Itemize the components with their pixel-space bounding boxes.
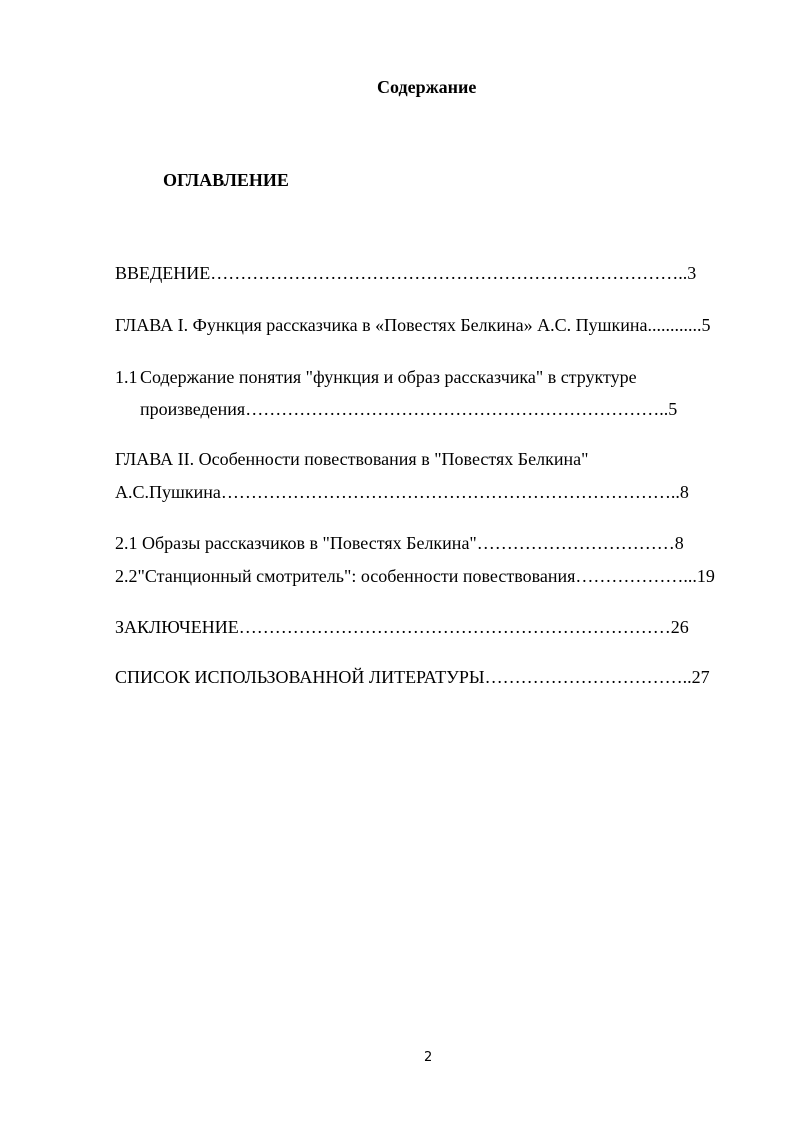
- toc-entry-conclusion[interactable]: ЗАКЛЮЧЕНИЕ………………………………………………………………26: [115, 617, 689, 637]
- toc-entry-chapter-2[interactable]: ГЛАВА II. Особенности повествования в "Повестях Белкина": [115, 449, 589, 469]
- toc-entry-section-1-1-number: 1.1: [115, 367, 138, 387]
- toc-entry-chapter-1[interactable]: ГЛАВА I. Функция рассказчика в «Повестях Белкина» А.С. Пушкина............5: [115, 315, 711, 335]
- toc-entry-section-2-1[interactable]: 2.1 Образы рассказчиков в "Повестях Белкина"……………………………8: [115, 533, 684, 553]
- page-number: 2: [424, 1050, 433, 1065]
- page-title: Содержание: [377, 77, 477, 97]
- toc-entry-introduction[interactable]: ВВЕДЕНИЕ……………………………………………………………………..3: [115, 263, 697, 283]
- toc-entry-bibliography[interactable]: СПИСОК ИСПОЛЬЗОВАННОЙ ЛИТЕРАТУРЫ……………………………..27: [115, 667, 710, 687]
- toc-entry-section-1-1[interactable]: Содержание понятия "функция и образ рассказчика" в структуре: [140, 367, 637, 387]
- toc-entry-section-2-2[interactable]: 2.2"Станционный смотритель": особенности повествования………………...19: [115, 566, 715, 586]
- toc-entry-chapter-2-continuation[interactable]: А.С.Пушкина…………………………………………………………………..8: [115, 482, 689, 502]
- toc-heading: ОГЛАВЛЕНИЕ: [163, 170, 289, 190]
- toc-entry-section-1-1-continuation[interactable]: произведения……………………………………………………………..5: [140, 399, 678, 419]
